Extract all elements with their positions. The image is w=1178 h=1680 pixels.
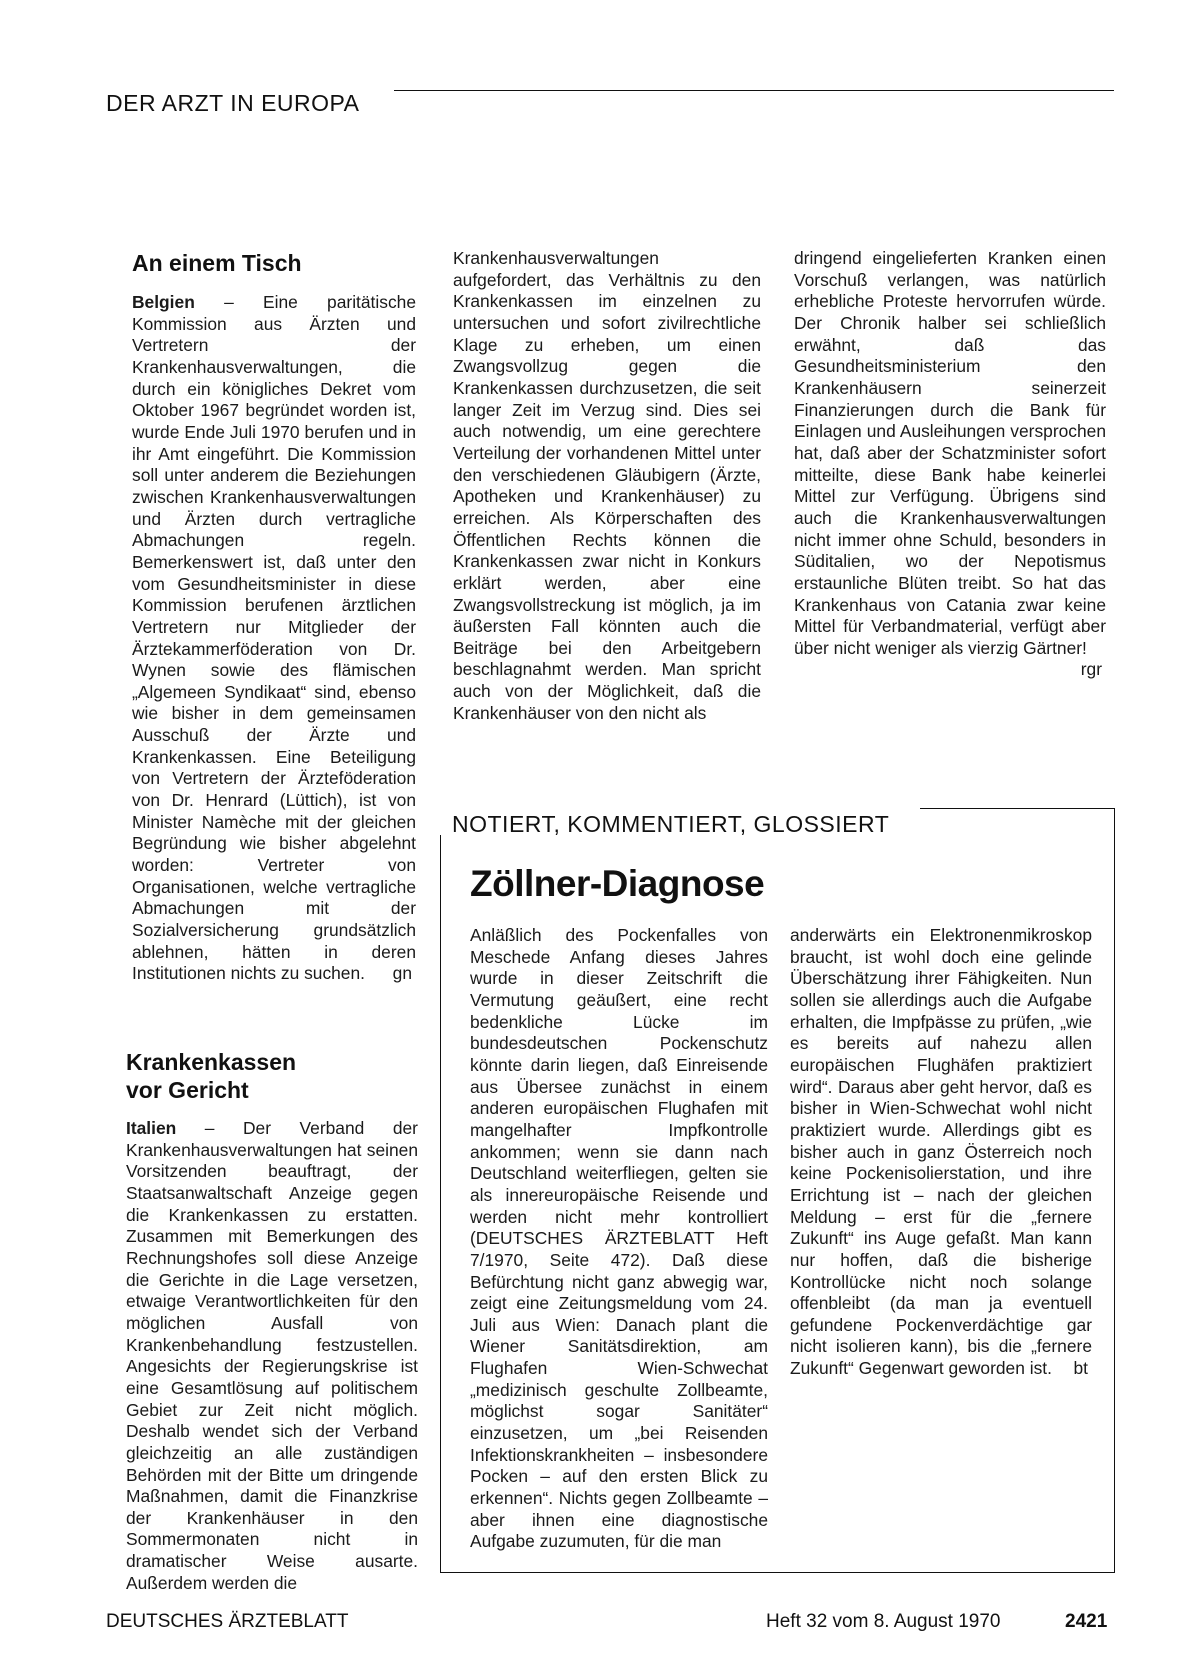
box-column-1 (470, 925, 768, 1555)
article2-column-1 (126, 1118, 418, 1598)
box-body: Anläßlich des Pockenfalles von Meschede Anfang dieses Jahres wurde in dieser Zeitschrift die Vermutung geäußert, eine recht bedenkliche Lücke im bundesdeutschen Pockenschutz könnte darin liegen, daß Einreisende aus Übersee zunächst in einem anderen europäischen Flughafen mit mangelhafter Impfkontrolle ankommen; wenn sie dann nach Deutschland weiterfliegen, gelten sie als innereuropäische Reisende und werden nicht mehr kontrolliert (DEUTSCHES ÄRZTEBLATT Heft 7/1970, Seite 472). Daß diese Befürchtung nicht ganz abwegig war, zeigt eine Zeitungsmeldung vom 24. Juli aus Wien: Danach plant die Wiener Sanitätsdirektion, am Flughafen Wien-Schwechat „medizinisch geschulte Zollbeamte, möglichst sogar Sanitäter“ einzusetzen, um „bei Reisenden Infektionskrankheiten – insbesondere Pocken – auf den ersten Blick zu erkennen“. Nichts gegen Zollbeamte – aber ihnen eine diagnostische Aufgabe zuzumuten, für die man (470, 925, 768, 1552)
box-bottom-rule (440, 1572, 1115, 1573)
box-column-2 (790, 925, 1092, 1555)
box-top-rule (920, 808, 1114, 809)
article2-text: Italien – Der Verband der Krankenhausverwaltungen hat seinen Vorsitzenden beauftragt, der Staatsanwaltschaft Anzeige gegen die Krankenkassen zu erstatten. Zusammen mit Bemerkungen des Rechnungshofes soll diese Anzeige die Gerichte in die Lage versetzen, etwaige Verantwortlichkeiten für den möglichen Ausfall von Krankenbehandlung festzustellen. Angesichts der Regierungskrise ist eine Gesamtlösung auf politischem Gebiet zur Zeit nicht möglich. Deshalb wendet sich der Verband gleichzeitig an alle zuständigen Behörden mit der Bitte um dringende Maßnahmen, damit die Finanzkrise der Krankenhäuser in den Sommermonaten nicht in dramatischer Weise ausarte. Außerdem werden die (126, 1118, 418, 1593)
article-title-krankenkassen-line1: Krankenkassen (126, 1049, 297, 1075)
article1-country: Belgien (132, 292, 195, 312)
box-title: Zöllner-Diagnose (470, 863, 765, 904)
article2-body-cont: Krankenhausverwaltungen aufgefordert, das Verhältnis zu den Krankenkassen im einzelnen zu untersuchen und sofort zivilrechtliche Klage zu erheben, um einen Zwangsvollzug gegen die Krankenkassen durchzusetzen, die seit langer Zeit im Verzug sind. Dies sei auch notwendig, um eine gerechtere Verteilung der vorhandenen Mittel unter den verschiedenen Gläubigern (Ärzte, Apotheken und Krankenhäuser) zu erreichen. Als Körperschaften des Öffentlichen Rechts können die Krankenkassen zwar nicht in Konkurs erklärt werden, aber eine Zwangsvollstreckung ist möglich, ja im äußersten Fall könnten auch die Beiträge bei den Arbeitgebern beschlagnahmt werden. Man spricht auch von der Möglichkeit, daß die Krankenhäuser von den nicht als (453, 248, 761, 723)
article1-text: Belgien – Eine paritätische Kommission aus Ärzten und Vertretern der Krankenhausverwaltungen, die durch ein königliches Dekret vom Oktober 1967 begründet worden ist, wurde Ende Juli 1970 berufen und in ihr Amt eingeführt. Die Kommission soll unter anderem die Beziehungen zwischen Krankenhausverwaltungen und Ärzten durch vertragliche Abmachungen regeln. Bemerkenswert ist, daß unter den vom Gesundheitsminister in diese Kommission berufenen ärztlichen Vertretern nur Mitglieder der Ärztekammerföderation von Dr. Wynen sowie des flämischen „Algemeen Syndikaat“ sind, ebenso wie bisher in dem gemeinsamen Ausschuß der Ärzte und Krankenkassen. Eine Beteiligung von Vertretern der Ärzteföderation von Dr. Henrard (Lüttich), ist von Minister Namèche mit der gleichen Begründung wie bisher abgelehnt worden: Vertreter von Organisationen, welche vertragliche Abmachungen mit der Sozialversicherung grundsätzlich ablehnen, hätten in deren Institutionen nichts zu suchen. gn (132, 292, 416, 984)
box-section-header: NOTIERT, KOMMENTIERT, GLOSSIERT (452, 811, 890, 837)
footer-journal: DEUTSCHES ÄRZTEBLATT (106, 1611, 349, 1632)
article2-body-cont2: dringend eingelieferten Kranken einen Vorschuß verlangen, was natürlich erhebliche Proteste hervorrufen würde. Der Chronik halber sei schließlich erwähnt, daß das Gesundheitsministerium den Krankenhäusern seinerzeit Finanzierungen durch die Bank für Einlagen und Ausleihungen versprochen hat, daß aber der Schatzminister sofort mitteilte, diese Bank habe keinerlei Mittel zur Verfügung. Übrigens sind auch die Krankenhausverwaltungen nicht immer ohne Schuld, besonders in Süditalien, wo der Nepotismus erstaunliche Blüten treibt. So hat das Krankenhaus von Catania zwar keine Mittel für Verbandmaterial, verfügt aber über nicht weniger als vierzig Gärtner! (794, 248, 1106, 658)
article-title-krankenkassen-line2: vor Gericht (126, 1077, 249, 1103)
page-number: 2421 (1065, 1611, 1108, 1632)
article2-signature: rgr (1080, 659, 1102, 680)
article2-body: Der Verband der Krankenhausverwaltungen hat seinen Vorsitzenden beauftragt, der Staatsanwaltschaft Anzeige gegen die Krankenkassen zu erstatten. Zusammen mit Bemerkungen des Rechnungshofes soll diese Anzeige die Gerichte in die Lage versetzen, etwaige Verantwortlichkeiten für den möglichen Ausfall von Krankenbehandlung festzustellen. Angesichts der Regierungskrise ist eine Gesamtlösung auf politischem Gebiet zur Zeit nicht möglich. Deshalb wendet sich der Verband gleichzeitig an alle zuständigen Behörden mit der Bitte um dringende Maßnahmen, damit die Finanzkrise der Krankenhäuser in den Sommermonaten nicht in dramatischer Weise ausarte. Außerdem werden die (126, 1118, 418, 1593)
article-title-an-einem-tisch: An einem Tisch (132, 250, 302, 276)
box-right-rule (1114, 808, 1115, 1572)
article2-column-3 (794, 248, 1106, 734)
section-header: DER ARZT IN EUROPA (106, 90, 360, 116)
box-signature: bt (1073, 1358, 1088, 1379)
article1-body: Eine paritätische Kommission aus Ärzten und Vertretern der Krankenhausverwaltungen, die durch ein königliches Dekret vom Oktober 1967 begründet worden ist, wurde Ende Juli 1970 berufen und in ihr Amt eingeführt. Die Kommission soll unter anderem die Beziehungen zwischen Krankenhausverwaltungen und Ärzten durch vertragliche Abmachungen regeln. Bemerkenswert ist, daß unter den vom Gesundheitsminister in diese Kommission berufenen ärztlichen Vertretern nur Mitglieder der Ärztekammerföderation von Dr. Wynen sowie des flämischen „Algemeen Syndikaat“ sind, ebenso wie bisher in dem gemeinsamen Ausschuß der Ärzte und Krankenkassen. Eine Beteiligung von Vertretern der Ärzteföderation von Dr. Henrard (Lüttich), ist von Minister Namèche mit der gleichen Begründung wie bisher abgelehnt worden: Vertreter von Organisationen, welche vertragliche Abmachungen mit der Sozialversicherung grundsätzlich ablehnen, hätten in deren Institutionen nichts zu suchen. (132, 292, 416, 984)
box-body-cont: anderwärts ein Elektronenmikroskop braucht, ist wohl doch eine gelinde Überschätzung ihrer Fähigkeiten. Nun sollen sie allerdings auch die Aufgabe erhalten, die Impfpässe zu prüfen, „wie es bereits auf nahezu allen europäischen Flughäfen praktiziert wird“. Daraus aber geht hervor, daß es bisher in Wien-Schwechat wohl nicht praktiziert wurde. Allerdings gibt es bisher auch in ganz Österreich noch keine Pockenisolierstation, und ihre Errichtung ist – nach der gleichen Meldung – erst für die „fernere Zukunft“ ins Auge gefaßt. Man kann nur hoffen, daß die bisherige Kontrollücke nicht noch solange offenbleibt (da man ja eventuell gefundene Pockenverdächtige gar nicht isolieren kann), bis die „fernere Zukunft“ Gegenwart geworden ist. (790, 925, 1092, 1379)
article2-country: Italien (126, 1118, 177, 1138)
header-rule (394, 90, 1114, 91)
article1-column (132, 292, 416, 990)
article1-signature: gn (392, 963, 412, 984)
article2-column-2 (453, 248, 761, 734)
box-left-rule (440, 835, 441, 1572)
footer-issue: Heft 32 vom 8. August 1970 (766, 1611, 1001, 1632)
